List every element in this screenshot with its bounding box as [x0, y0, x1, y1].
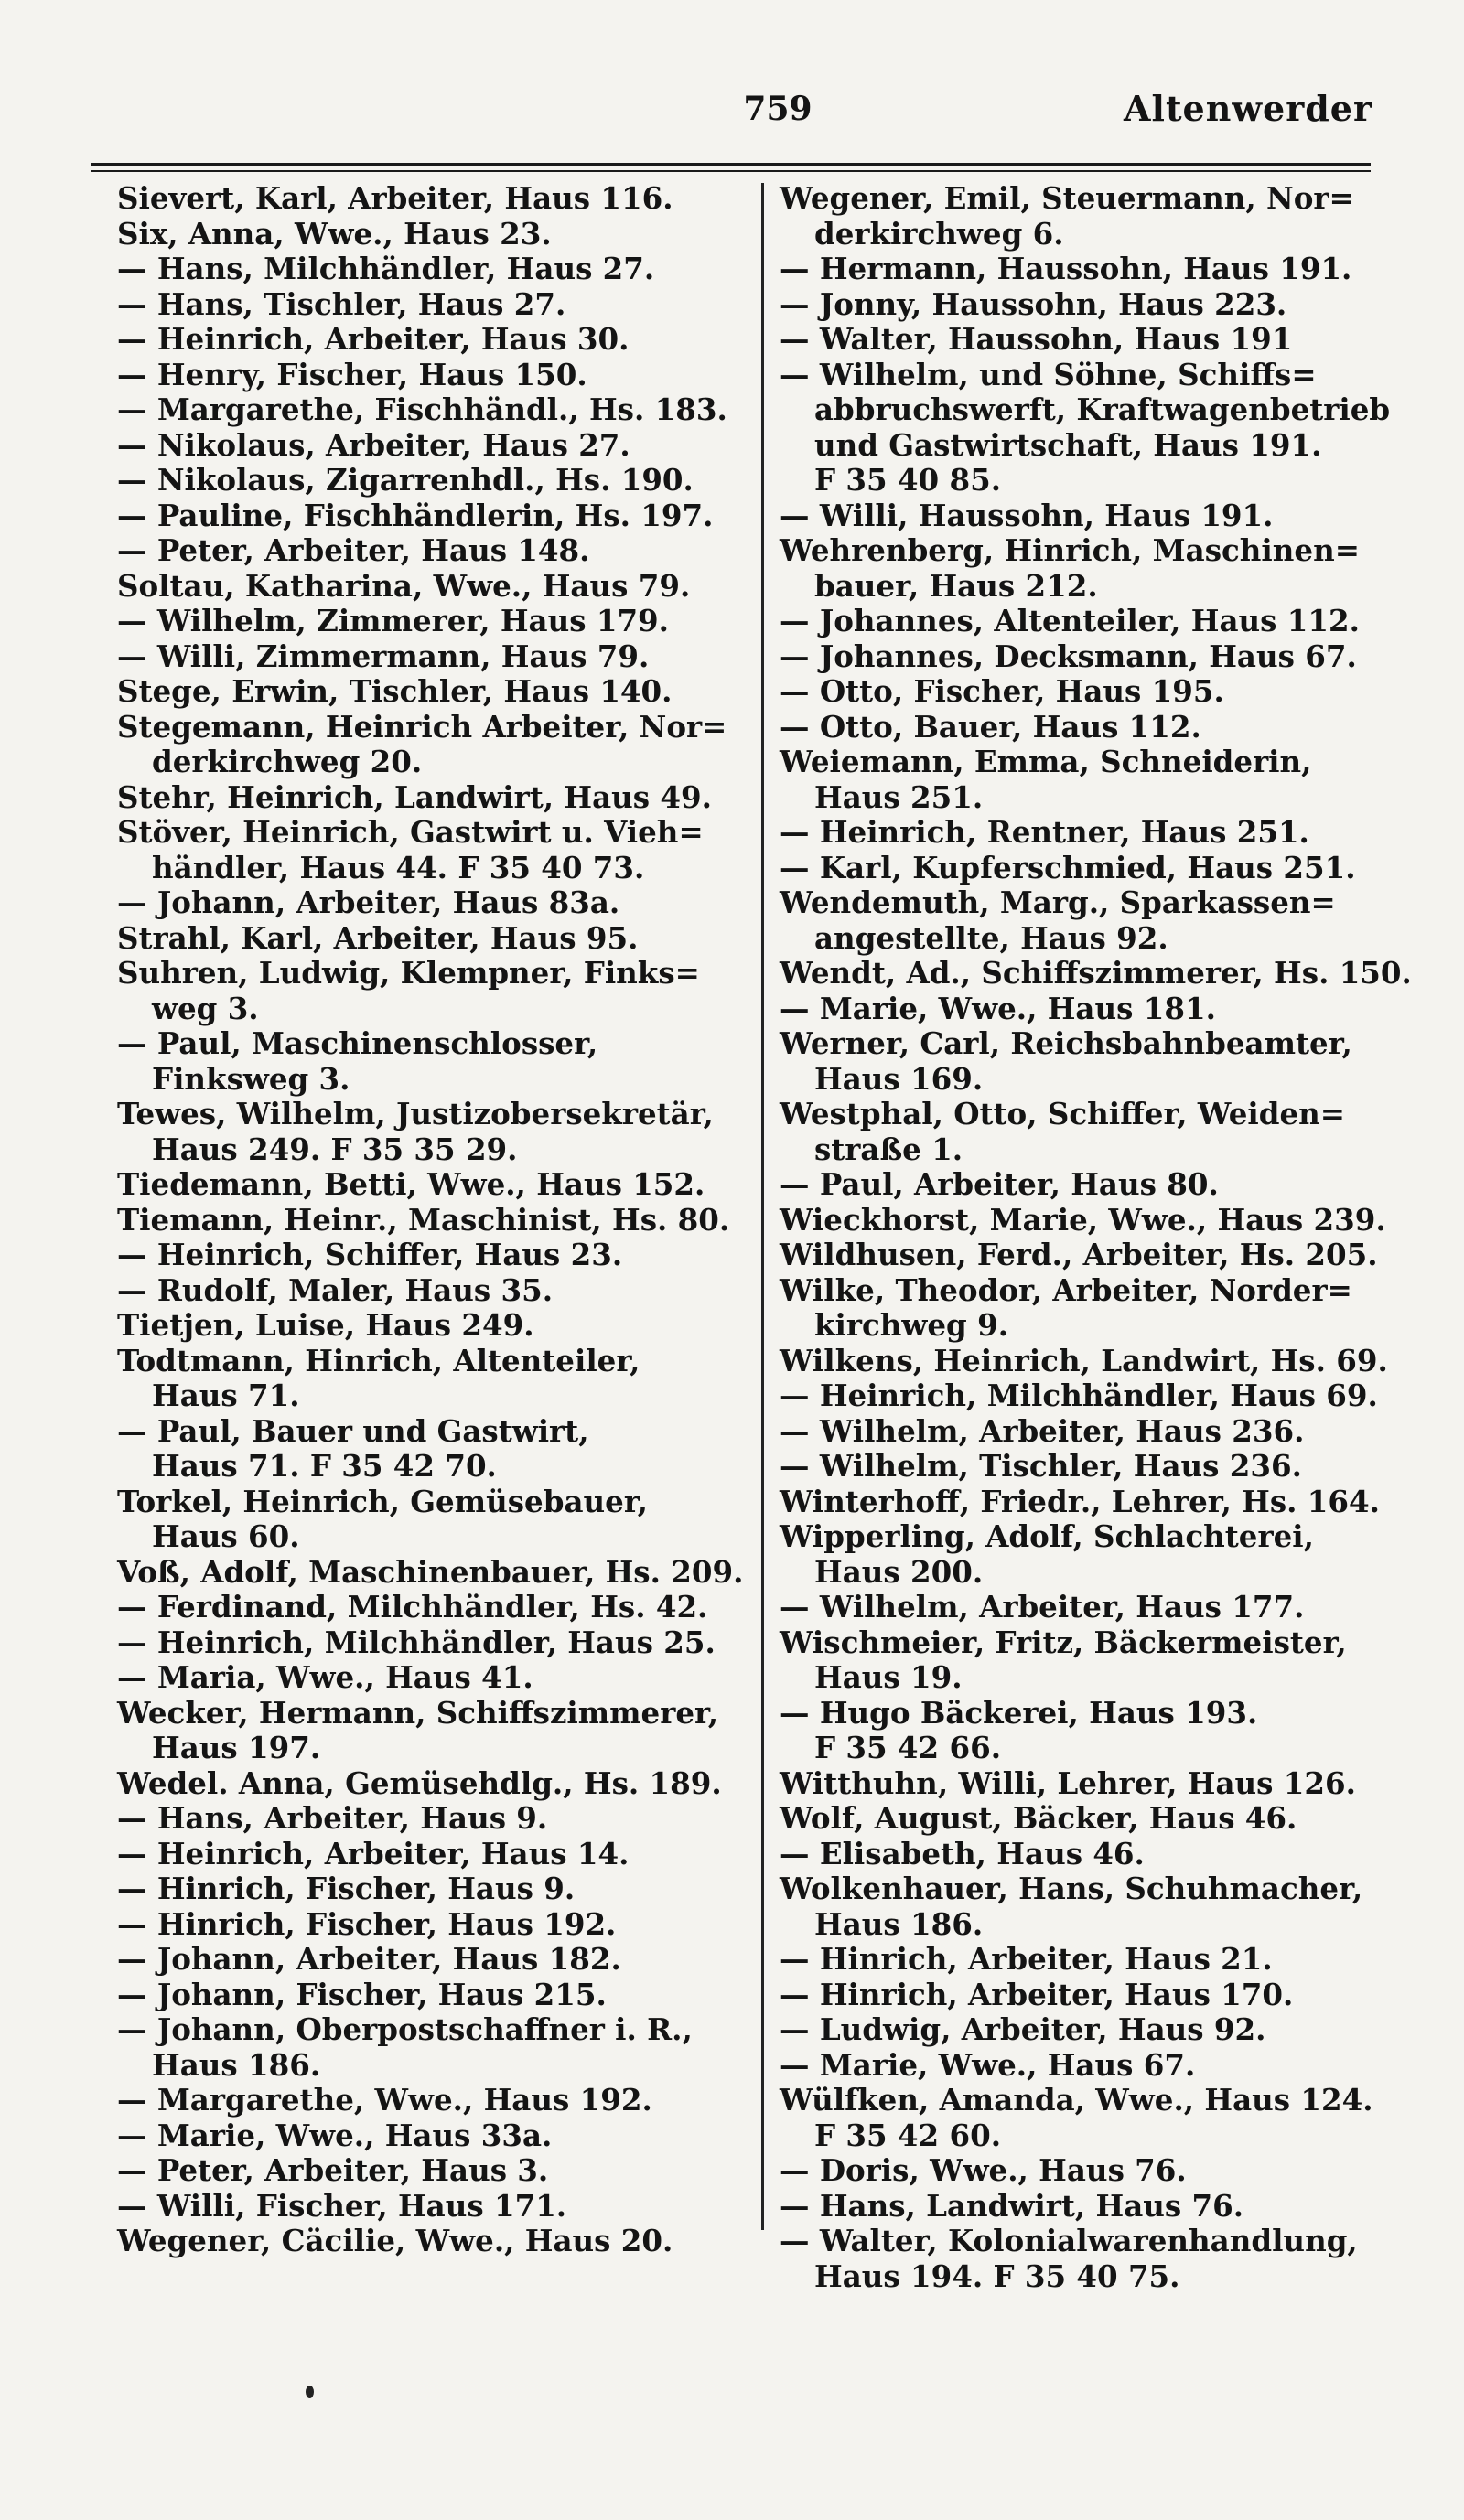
page-number: 759 — [743, 90, 813, 128]
directory-entry — [117, 815, 739, 885]
directory-entry — [780, 1696, 1383, 1766]
entry-continuation-line: kirchweg 9. — [814, 1307, 1009, 1343]
entry-line: — Paul, Maschinenschlosser, — [117, 1025, 598, 1061]
entry-line: — Nikolaus, Arbeiter, Haus 27. — [117, 426, 630, 463]
entry-line: — Marie, Wwe., Haus 33a. — [117, 2117, 553, 2153]
entry-line: — Hans, Tischler, Haus 27. — [117, 285, 566, 322]
directory-entry — [117, 252, 739, 287]
entry-line: — Hans, Landwirt, Haus 76. — [780, 2187, 1244, 2224]
directory-entry — [117, 1167, 739, 1203]
entry-line: — Paul, Bauer und Gastwirt, — [117, 1412, 589, 1449]
entry-line: Werner, Carl, Reichsbahnbeamter, — [780, 1025, 1352, 1061]
entry-continuation-line: Haus 186. — [814, 1905, 984, 1942]
directory-entry — [780, 851, 1383, 886]
directory-entry — [780, 710, 1383, 745]
directory-entry — [117, 921, 739, 957]
entry-line: — Wilhelm, Arbeiter, Haus 236. — [780, 1412, 1305, 1449]
entry-line: — Henry, Fischer, Haus 150. — [117, 356, 587, 392]
entry-line: — Peter, Arbeiter, Haus 3. — [117, 2152, 549, 2188]
entry-line: Witthuhn, Willi, Lehrer, Haus 126. — [780, 1764, 1356, 1801]
entry-continuation-line: angestellte, Haus 92. — [814, 919, 1168, 956]
entry-continuation-line: und Gastwirtschaft, Haus 191. — [814, 426, 1322, 463]
entry-line: — Marie, Wwe., Haus 181. — [780, 990, 1216, 1026]
entry-line: — Maria, Wwe., Haus 41. — [117, 1659, 533, 1695]
directory-entry — [117, 1485, 739, 1555]
entry-line: Tiedemann, Betti, Wwe., Haus 152. — [117, 1166, 705, 1202]
entry-line: — Willi, Zimmermann, Haus 79. — [117, 638, 650, 674]
directory-entry — [780, 1201, 1386, 1239]
entry-continuation-line: Haus 169. — [814, 1060, 984, 1097]
entry-line: — Johannes, Altenteiler, Haus 112. — [780, 603, 1360, 638]
entry-line: Tewes, Wilhelm, Justizobersekretär, — [117, 1096, 714, 1131]
directory-entry — [780, 745, 1383, 815]
directory-entry — [117, 463, 739, 499]
directory-entry — [117, 499, 739, 534]
entry-line: Stegemann, Heinrich Arbeiter, Nor= — [117, 708, 727, 745]
entry-line: Wolf, August, Bäcker, Haus 46. — [780, 1800, 1297, 1836]
directory-entry — [780, 604, 1383, 639]
directory-entry — [780, 992, 1383, 1027]
entry-line: — Margarethe, Wwe., Haus 192. — [117, 2082, 652, 2118]
entry-line: Wendt, Ad., Schiffszimmerer, Hs. 150. — [780, 955, 1412, 991]
directory-entry — [780, 322, 1383, 358]
directory-entry — [780, 1871, 1383, 1942]
directory-entry — [117, 1978, 739, 2013]
directory-entry — [780, 1449, 1383, 1485]
entry-line: Soltau, Katharina, Wwe., Haus 79. — [117, 567, 691, 604]
entry-continuation-line: Haus 71. — [152, 1378, 300, 1413]
directory-entry — [117, 533, 739, 569]
directory-entry — [117, 2118, 739, 2154]
directory-entry — [117, 2189, 739, 2225]
entry-line: — Wilhelm, Tischler, Haus 236. — [780, 1448, 1302, 1484]
entry-continuation-line: abbruchswerft, Kraftwagenbetrieb — [814, 391, 1391, 427]
directory-entry — [780, 1273, 1383, 1344]
entry-line: — Heinrich, Schiffer, Haus 23. — [117, 1237, 623, 1272]
directory-entry — [780, 1519, 1383, 1590]
entry-line: Suhren, Ludwig, Klempner, Finks= — [117, 955, 700, 991]
directory-entry — [780, 356, 1391, 499]
entry-line: — Wilhelm, Arbeiter, Haus 177. — [780, 1589, 1305, 1625]
directory-entry — [117, 1942, 739, 1978]
entry-continuation-line: weg 3. — [152, 990, 259, 1026]
directory-entry — [780, 1837, 1383, 1872]
entry-line: Torkel, Heinrich, Gemüsebauer, — [117, 1483, 648, 1519]
entry-line: Voß, Adolf, Maschinenbauer, Hs. 209. — [117, 1553, 744, 1590]
entry-line: Wildhusen, Ferd., Arbeiter, Hs. 205. — [780, 1237, 1378, 1272]
directory-entry — [117, 1097, 739, 1167]
directory-entry — [117, 322, 739, 358]
entry-line: Wedel. Anna, Gemüsehdlg., Hs. 189. — [117, 1764, 722, 1801]
entry-line: — Walter, Kolonialwarenhandlung, — [780, 2223, 1358, 2258]
directory-entry — [117, 181, 739, 217]
entry-line: Wilkens, Heinrich, Landwirt, Hs. 69. — [780, 1342, 1388, 1378]
entry-continuation-line: Haus 186. — [152, 2046, 321, 2083]
directory-entry — [117, 569, 739, 605]
directory-entry — [780, 499, 1383, 534]
directory-entry — [780, 2083, 1383, 2153]
directory-entry — [780, 252, 1383, 287]
directory-entry — [117, 1344, 739, 1414]
directory-entry — [117, 639, 739, 675]
entry-line: Wipperling, Adolf, Schlachterei, — [780, 1518, 1314, 1554]
entry-continuation-line: derkirchweg 6. — [814, 215, 1064, 252]
directory-entry — [117, 1660, 739, 1696]
entry-line: Todtmann, Hinrich, Altenteiler, — [117, 1342, 640, 1378]
directory-entry — [117, 1553, 744, 1591]
entry-line: Wieckhorst, Marie, Wwe., Haus 239. — [780, 1201, 1386, 1238]
right-column — [780, 180, 1412, 2294]
entry-continuation-line: Haus 200. — [814, 1553, 984, 1590]
entry-continuation-line: F 35 40 85. — [814, 462, 1002, 498]
entry-line: Wülfken, Amanda, Wwe., Haus 124. — [780, 2082, 1373, 2118]
directory-entry — [117, 674, 739, 710]
directory-entry — [780, 1414, 1383, 1450]
entry-line: — Nikolaus, Zigarrenhdl., Hs. 190. — [117, 462, 694, 498]
entry-line: — Hinrich, Fischer, Haus 192. — [117, 1905, 617, 1942]
directory-entry — [780, 815, 1383, 851]
entry-line: — Doris, Wwe., Haus 76. — [780, 2152, 1187, 2188]
entry-line: Wolkenhauer, Hans, Schuhmacher, — [780, 1871, 1363, 1906]
entry-line: Westphal, Otto, Schiffer, Weiden= — [780, 1096, 1345, 1131]
entry-continuation-line: Haus 249. F 35 35 29. — [152, 1131, 518, 1167]
directory-entry — [780, 533, 1383, 604]
entry-line: — Hinrich, Arbeiter, Haus 170. — [780, 1976, 1294, 2012]
entry-line: — Heinrich, Milchhändler, Haus 69. — [780, 1378, 1378, 1413]
directory-entry — [117, 1026, 739, 1097]
entry-line: — Hinrich, Arbeiter, Haus 21. — [780, 1941, 1273, 1977]
directory-entry — [117, 1801, 739, 1837]
entry-line: Wegener, Cäcilie, Wwe., Haus 20. — [117, 2223, 673, 2258]
entry-continuation-line: Haus 19. — [814, 1659, 963, 1695]
directory-entry — [117, 1590, 739, 1625]
entry-line: — Karl, Kupferschmied, Haus 251. — [780, 849, 1356, 885]
directory-entry — [117, 710, 739, 780]
entry-line: Wendemuth, Marg., Sparkassen= — [780, 885, 1336, 920]
entry-line: Wegener, Emil, Steuermann, Nor= — [780, 180, 1354, 216]
entry-line: — Elisabeth, Haus 46. — [780, 1835, 1145, 1871]
entry-line: — Johann, Fischer, Haus 215. — [117, 1976, 607, 2012]
directory-entry — [117, 885, 739, 921]
entry-continuation-line: derkirchweg 20. — [152, 744, 423, 779]
entry-line: — Otto, Bauer, Haus 112. — [780, 708, 1201, 745]
directory-entry — [780, 955, 1412, 992]
directory-entry — [780, 885, 1383, 956]
entry-line: — Hermann, Haussohn, Haus 191. — [780, 251, 1352, 286]
directory-entry — [117, 2083, 739, 2118]
running-head: Altenwerder — [1124, 88, 1372, 129]
entry-continuation-line: straße 1. — [814, 1131, 963, 1167]
directory-entry — [117, 217, 739, 252]
entry-line: Strahl, Karl, Arbeiter, Haus 95. — [117, 919, 639, 956]
directory-entry — [780, 674, 1383, 710]
left-column — [117, 180, 744, 2259]
entry-continuation-line: F 35 42 60. — [814, 2117, 1002, 2153]
directory-entry — [780, 2012, 1383, 2048]
directory-entry — [117, 358, 739, 393]
entry-line: Tietjen, Luise, Haus 249. — [117, 1307, 534, 1343]
print-speck — [306, 2386, 314, 2398]
entry-line: — Walter, Haussohn, Haus 191 — [780, 321, 1293, 357]
entry-line: — Willi, Haussohn, Haus 191. — [780, 497, 1274, 533]
entry-continuation-line: händler, Haus 44. F 35 40 73. — [152, 849, 645, 885]
column-divider — [761, 183, 764, 2230]
directory-entry — [780, 2048, 1383, 2084]
entry-line: — Otto, Fischer, Haus 195. — [780, 673, 1224, 709]
entry-line: Winterhoff, Friedr., Lehrer, Hs. 164. — [780, 1483, 1380, 1519]
entry-line: — Jonny, Haussohn, Haus 223. — [780, 285, 1287, 322]
directory-entry — [780, 1238, 1383, 1273]
entry-line: — Johann, Arbeiter, Haus 182. — [117, 1941, 621, 1977]
entry-line: — Johannes, Decksmann, Haus 67. — [780, 638, 1357, 674]
entry-line: — Ludwig, Arbeiter, Haus 92. — [780, 2011, 1266, 2047]
directory-entry — [117, 1871, 739, 1907]
entry-continuation-line: Haus 60. — [152, 1518, 300, 1554]
entry-line: — Willi, Fischer, Haus 171. — [117, 2187, 567, 2224]
entry-line: Stöver, Heinrich, Gastwirt u. Vieh= — [117, 814, 704, 850]
entry-continuation-line: Haus 194. F 35 40 75. — [814, 2257, 1180, 2294]
entry-continuation-line: Haus 71. F 35 42 70. — [152, 1448, 497, 1484]
directory-entry — [780, 1801, 1383, 1837]
header-rule — [92, 163, 1371, 166]
entry-line: — Wilhelm, Zimmerer, Haus 179. — [117, 603, 669, 638]
entry-line: — Johann, Oberpostschaffner i. R., — [117, 2011, 693, 2047]
entry-line: — Heinrich, Arbeiter, Haus 30. — [117, 321, 630, 357]
directory-entry — [780, 2189, 1383, 2225]
directory-entry — [117, 1308, 739, 1344]
directory-entry — [780, 287, 1383, 323]
directory-entry — [117, 1837, 739, 1872]
directory-entry — [780, 2153, 1383, 2189]
header-rule-thin — [92, 170, 1371, 172]
entry-line: — Wilhelm, und Söhne, Schiffs= — [780, 356, 1317, 392]
entry-line: — Heinrich, Rentner, Haus 251. — [780, 814, 1309, 850]
directory-entry — [117, 780, 739, 816]
directory-entry — [780, 2224, 1383, 2294]
directory-entry — [780, 1485, 1383, 1520]
directory-entry — [117, 1766, 739, 1802]
directory-entry — [780, 1342, 1388, 1379]
page-header — [92, 84, 1372, 139]
directory-entry — [117, 1625, 739, 1661]
entry-continuation-line: bauer, Haus 212. — [814, 567, 1098, 604]
entry-continuation-line: Haus 251. — [814, 778, 984, 815]
entry-line: — Peter, Arbeiter, Haus 148. — [117, 532, 590, 568]
entry-line: Stege, Erwin, Tischler, Haus 140. — [117, 673, 673, 709]
directory-entry — [780, 1167, 1383, 1203]
entry-line: — Hugo Bäckerei, Haus 193. — [780, 1694, 1258, 1731]
entry-line: Wecker, Hermann, Schiffszimmerer, — [117, 1694, 719, 1731]
directory-entry — [780, 1978, 1383, 2013]
entry-line: Weiemann, Emma, Schneiderin, — [780, 744, 1312, 779]
entry-line: Sievert, Karl, Arbeiter, Haus 116. — [117, 180, 673, 216]
directory-entry — [780, 1378, 1383, 1414]
entry-line: Wischmeier, Fritz, Bäckermeister, — [780, 1624, 1347, 1660]
directory-entry — [117, 1273, 739, 1309]
entry-line: — Johann, Arbeiter, Haus 83a. — [117, 885, 620, 920]
directory-entry — [117, 604, 739, 639]
entry-line: Wilke, Theodor, Arbeiter, Norder= — [780, 1271, 1352, 1308]
entry-continuation-line: F 35 42 66. — [814, 1730, 1002, 1765]
directory-entry — [117, 428, 739, 464]
entry-line: Tiemann, Heinr., Maschinist, Hs. 80. — [117, 1201, 730, 1238]
directory-entry — [780, 1625, 1383, 1696]
entry-continuation-line: Haus 197. — [152, 1730, 321, 1765]
entry-line: Stehr, Heinrich, Landwirt, Haus 49. — [117, 778, 712, 815]
entry-line: — Heinrich, Milchhändler, Haus 25. — [117, 1624, 716, 1660]
directory-entry — [780, 1097, 1383, 1167]
directory-entry — [117, 287, 739, 323]
directory-entry — [117, 1238, 739, 1273]
directory-entry — [780, 1942, 1383, 1978]
entry-line: Wehrenberg, Hinrich, Maschinen= — [780, 532, 1360, 568]
directory-entry — [780, 639, 1383, 675]
directory-entry — [117, 392, 739, 428]
directory-entry — [117, 2012, 739, 2083]
directory-entry — [117, 1907, 739, 1943]
directory-entry — [780, 1590, 1383, 1625]
entry-line: — Rudolf, Maler, Haus 35. — [117, 1271, 554, 1308]
entry-line: — Hinrich, Fischer, Haus 9. — [117, 1871, 576, 1906]
entry-line: — Hans, Arbeiter, Haus 9. — [117, 1800, 548, 1836]
entry-line: — Ferdinand, Milchhändler, Hs. 42. — [117, 1589, 708, 1625]
directory-entry — [780, 181, 1383, 252]
directory-entry — [117, 2153, 739, 2189]
entry-line: — Hans, Milchhändler, Haus 27. — [117, 251, 655, 286]
entry-line: — Margarethe, Fischhändl., Hs. 183. — [117, 391, 727, 427]
entry-line: — Pauline, Fischhändlerin, Hs. 197. — [117, 497, 714, 533]
entry-continuation-line: Finksweg 3. — [152, 1060, 350, 1097]
entry-line: — Paul, Arbeiter, Haus 80. — [780, 1166, 1219, 1202]
entry-line: — Marie, Wwe., Haus 67. — [780, 2046, 1196, 2083]
directory-entry — [117, 1203, 739, 1239]
directory-entry — [117, 1414, 739, 1485]
directory-entry — [117, 956, 739, 1026]
directory-entry — [780, 1766, 1383, 1802]
directory-entry — [117, 1696, 739, 1766]
entry-line: — Heinrich, Arbeiter, Haus 14. — [117, 1835, 630, 1871]
directory-entry — [117, 2224, 739, 2259]
entry-line: Six, Anna, Wwe., Haus 23. — [117, 215, 552, 252]
directory-entry — [780, 1026, 1383, 1097]
